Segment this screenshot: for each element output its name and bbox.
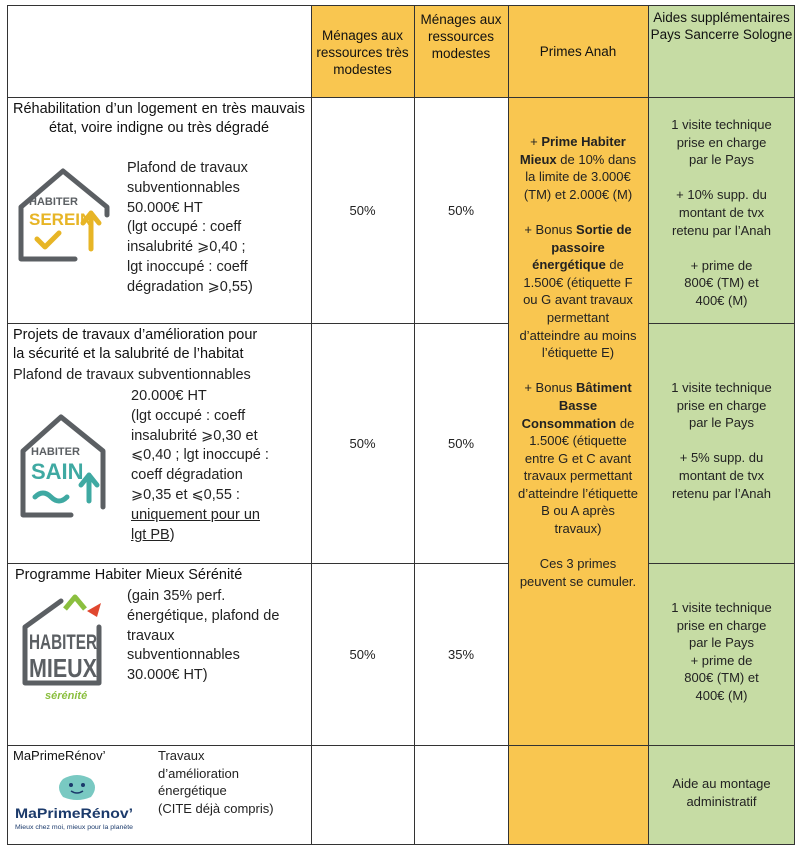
border-right [794,5,795,845]
border-col1 [311,5,312,845]
border-row1 [7,97,795,98]
row3-pays-aides: 1 visite technique prise en charge par le Pays + prime de 800€ (TM) et 400€ (M) [671,600,772,703]
row1-very-modest-rate: 50% [349,202,376,218]
border-bottom [7,844,795,845]
row4-pays-aides: Aide au montage administratif [672,776,771,809]
border-row2-left [7,323,508,324]
row2-title: Projets de travaux d’amélioration pour la sécurité et la salubrité de l’habitat [13,327,258,362]
row2-pays-aides: 1 visite technique prise en charge par le Pays + 5% supp. du montant de tvx retenu par l’Anah [671,380,772,501]
row1-logo-line1: HABITER [29,196,78,208]
header-primes-anah: Primes Anah [539,43,617,59]
row2-logo-line1: HABITER [31,446,80,458]
header-very-modest: Ménages aux ressources très modestes [316,27,409,77]
prime-habiter-mieux: + Prime Habiter Mieux de 10% dans la limite de 3.000€ (TM) et 2.000€ (M) [519,134,637,202]
habiter-sain-logo [15,407,115,522]
border-col3 [508,5,509,845]
row3-logo-line2: MIEUX [29,653,98,683]
border-row3-left [7,563,508,564]
primes-anah-details [516,133,640,590]
row3-logo-line3: sérénité [45,690,88,702]
row3-title: Programme Habiter Mieux Sérénité [15,567,243,583]
row1-modest-rate: 50% [447,202,475,218]
row3-very-modest-rate: 50% [349,646,376,662]
row2-desc-cell [7,323,311,563]
border-col2 [414,5,415,845]
row1-logo-line2: SEREIN [29,210,93,229]
header-pays-aides: Aides supplémentaires Pays Sancerre Sologne [650,10,793,42]
maprimerenov-logo [11,773,141,833]
header-modest: Ménages aux ressources modestes [420,12,502,61]
row4-logo-tagline: Mieux chez moi, mieux pour la planète [15,825,134,831]
row4-very-modest-rate [311,745,414,845]
row4-desc-cell [7,745,311,845]
row2-very-modest-rate: 50% [349,435,376,451]
border-top [7,5,795,6]
row4-description: Travaux d’amélioration énergétique (CITE déjà compris) [158,748,274,816]
border-col4 [648,5,649,845]
row4-logo-text: MaPrimeRénov’ [15,805,133,821]
border-left [7,5,8,845]
habiter-mieux-logo [15,587,119,705]
prime-cumul-note: Ces 3 primes peuvent se cumuler. [519,556,637,589]
row2-description: 20.000€ HT (lgt occupé : coeff insalubrité ⩾0,30 et ⩽0,40 ; lgt inoccupé : coeff dégradation ⩾0,35 et ⩽0,55 : uniquement pour un lgt PB) [131,388,269,543]
border-row4 [7,745,795,746]
row3-modest-rate: 35% [447,646,475,662]
row4-modest-rate [414,745,508,845]
row3-desc-cell [7,563,311,745]
row2-logo-line2: SAIN [31,459,84,484]
border-row2-right [648,323,795,324]
prime-bbc: + Bonus Bâtiment Basse Consommation de 1.500€ (étiquette entre G et C avant travaux permettant d’atteindre l’étiquette B ou A après travaux) [518,380,638,537]
row2-modest-rate: 50% [447,435,475,451]
row1-desc-cell [7,97,311,323]
prime-sortie-passoire: + Bonus Sortie de passoire énergétique de 1.500€ (étiquette F ou G avant travaux permettant d’atteindre au moins l’étiquette E) [519,221,637,361]
row1-description: Plafond de travaux subventionnables 50.000€ HT (lgt occupé : coeff insalubrité ⩾0,40 ; lgt inoccupé : coeff dégradation ⩾0,55) [127,160,253,295]
row2-subtitle: Plafond de travaux subventionnables [13,367,251,383]
row1-title: Réhabilitation d’un logement en très mauvais état, voire indigne ou très dégradé [13,101,305,136]
row1-pays-aides: 1 visite technique prise en charge par le Pays + 10% supp. du montant de tvx retenu par l’Anah + prime de 800€ (TM) et 400€ (M) [671,117,772,308]
row4-title: MaPrimeRénov’ [13,748,106,763]
habiter-serein-logo [13,159,113,269]
border-row3-right [648,563,795,564]
aid-table [7,5,795,845]
row3-description: (gain 35% perf. énergétique, plafond de travaux subventionnables 30.000€ HT) [127,588,280,684]
row3-logo-line1: HABITER [29,631,97,654]
